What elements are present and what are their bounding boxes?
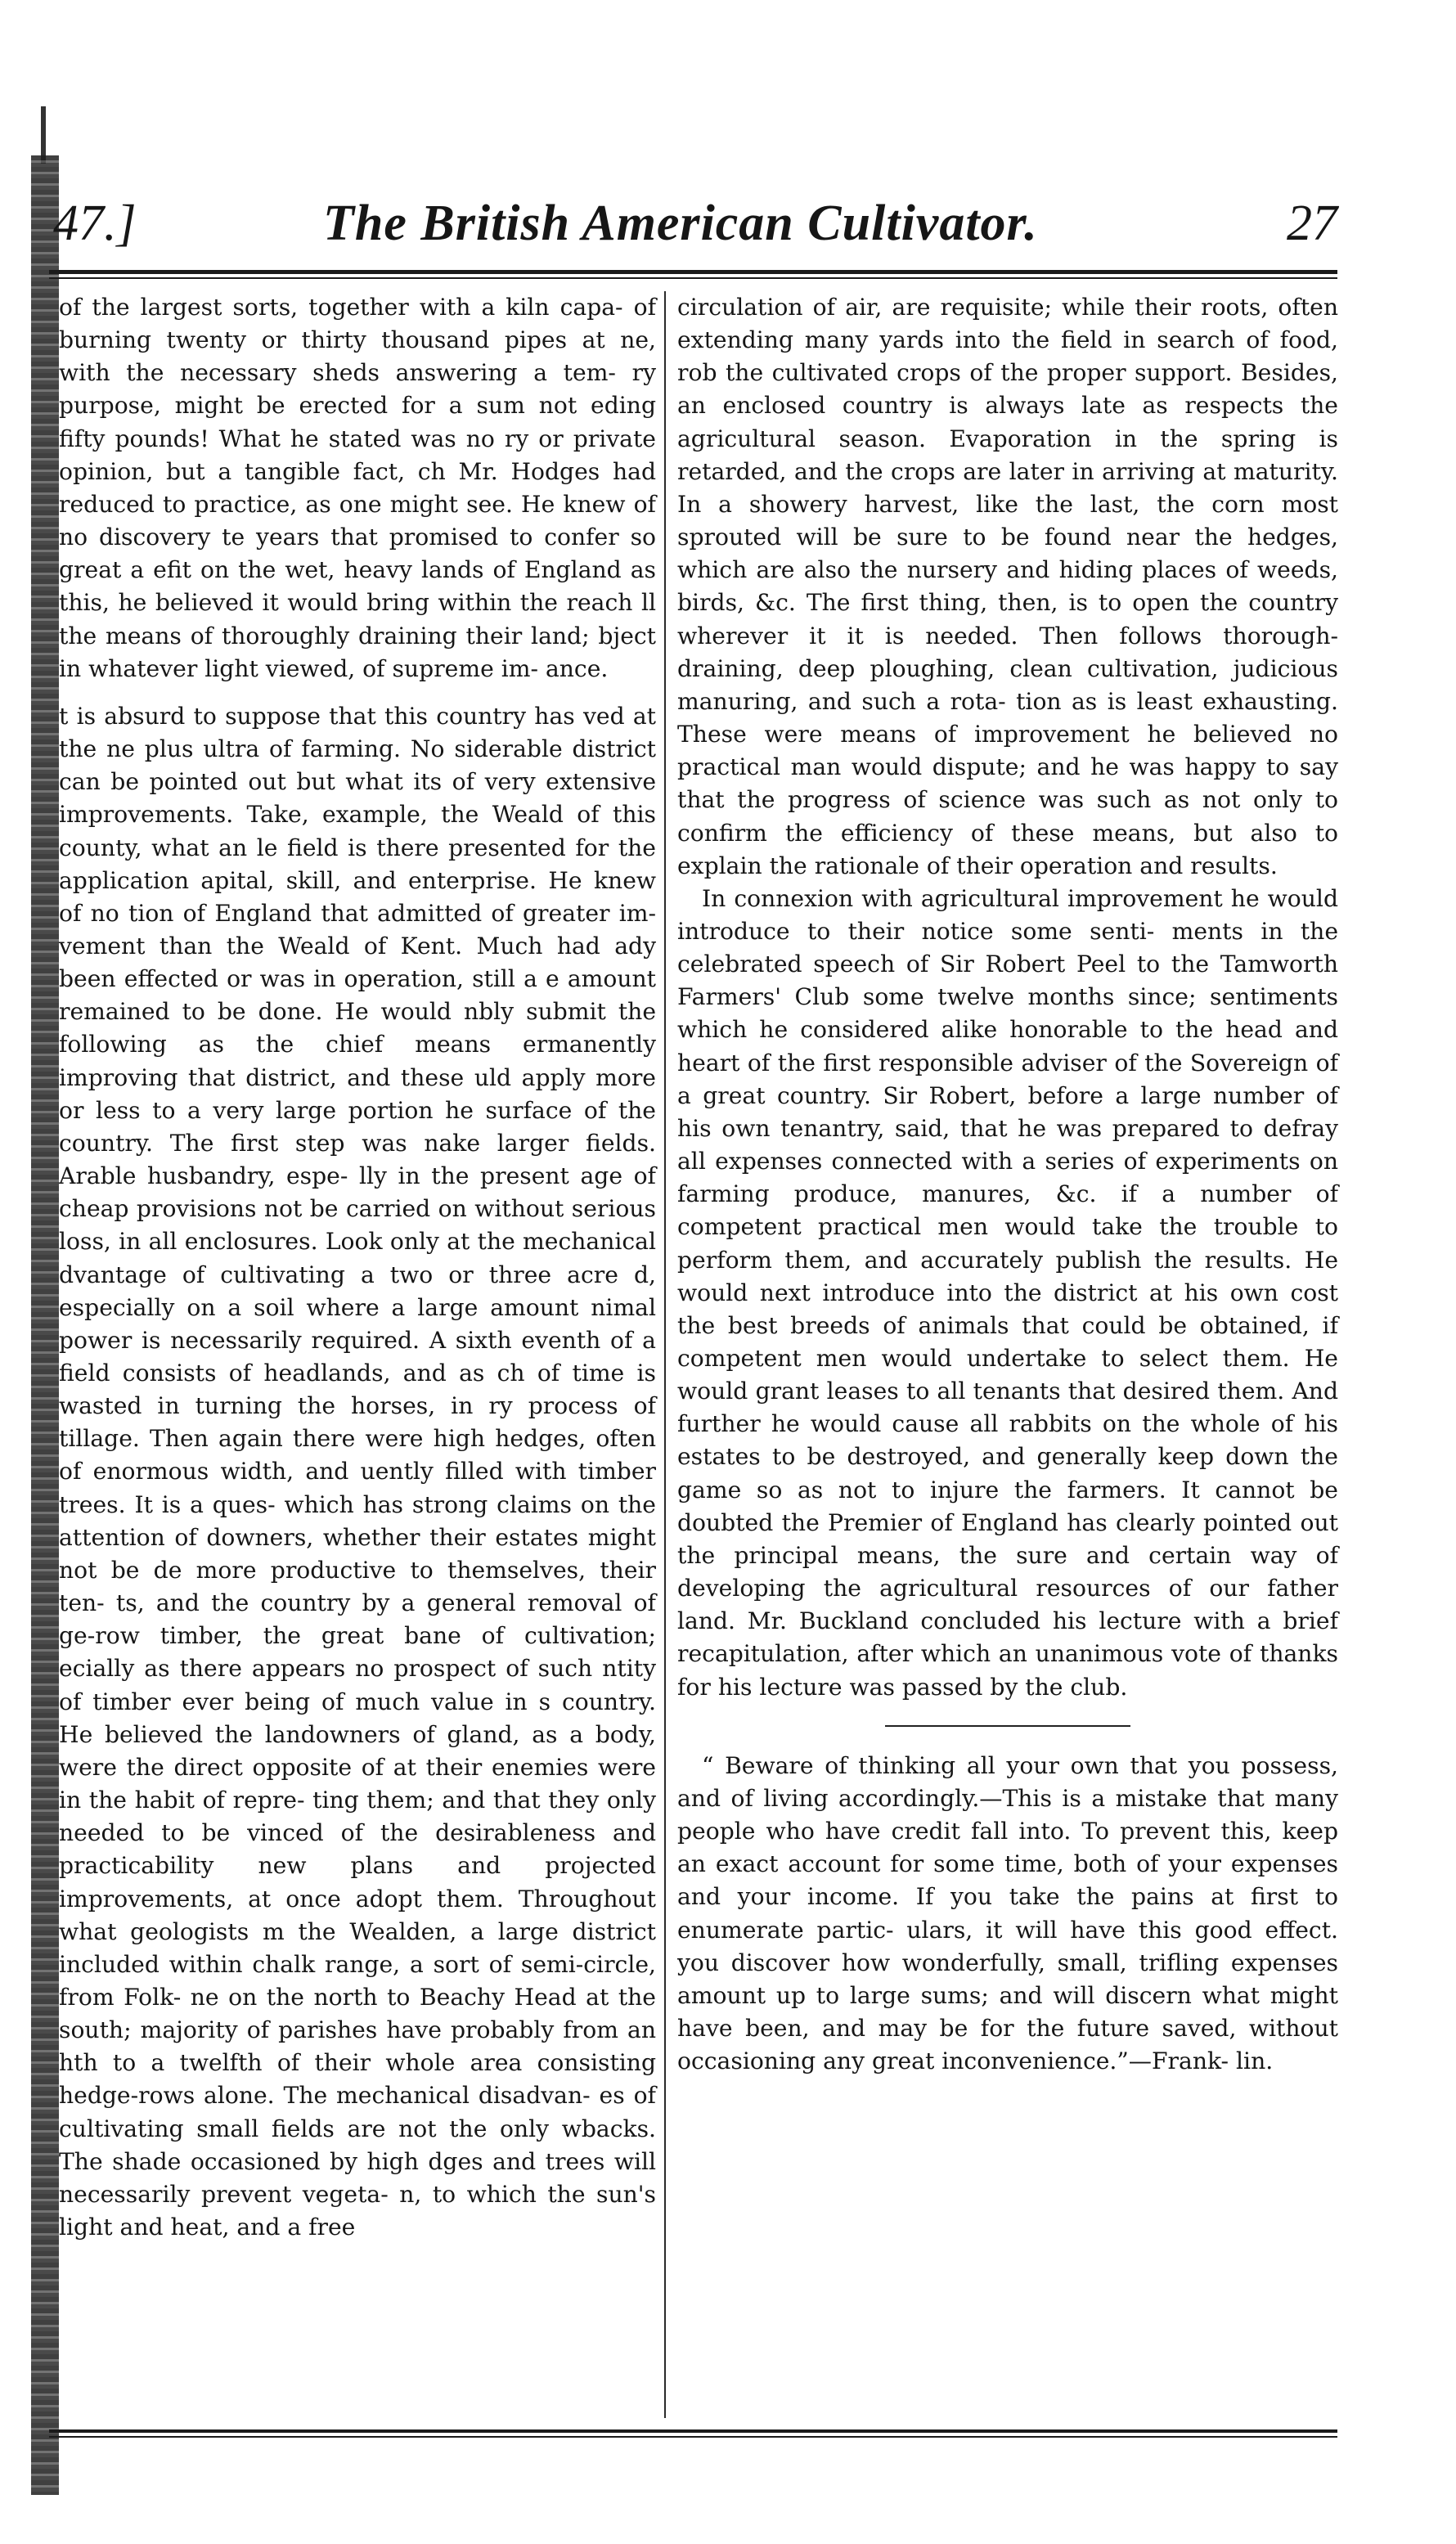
issue-number: 47.]: [53, 196, 137, 251]
footer-rule-thin: [49, 2436, 1337, 2438]
column-divider: [664, 291, 666, 2418]
franklin-quote: “ Beware of thinking all your own that you possess, and of living accordingly.—This is a mistake that many people who have credit fall into. To prevent this, keep an exact account for some time, both of your expenses and your income. If you take the pains at first to enumerate partic- ulars, it will have this good effect. you discover how wonderfully, small, trifling expenses amount up to large sums; and will discern what might have been, and may be for the future saved, without occasioning any great inconvenience.”—Frank- lin.: [677, 1751, 1338, 2075]
right-column: [677, 291, 1338, 2078]
left-paragraph-2: t is absurd to suppose that this country has ved at the ne plus ultra of farming. No siderable district can be pointed out but what its of very extensive improvements. Take, example, the Weald of this county, what an le field is there presented for the application apital, skill, and enterprise. He knew of no tion of England that admitted of greater im- vement than the Weald of Kent. Much had ady been effected or was in operation, still a e amount remained to be done. He would nbly submit the following as the chief means ermanently improving that district, and these uld apply more or less to a very large portion he surface of the country. The first step was nake larger fields. Arable husbandry, espe- lly in the present age of cheap provisions not be carried on without serious loss, in all enclosures. Look only at the mechanical dvantage of cultivating a two or three acre d, especially on a soil where a large amount nimal power is necessarily required. A sixth eventh of a field consists of headlands, and as ch of time is wasted in turning the horses, in ry process of tillage. Then again there were high hedges, often of enormous width, and uently filled with timber trees. It is a ques- which has strong claims on the attention of downers, whether their estates might not be de more productive to themselves, their ten- ts, and the country by a general removal of ge-row timber, the great bane of cultivation; ecially as there appears no prospect of such ntity of timber ever being of much value in s country. He believed the landowners of gland, as a body, were the direct opposite of at their enemies were in the habit of repre- ting them; and that they only needed to be vinced of the desirableness and practicability new plans and projected improvements, at once adopt them. Throughout what geologists m the Wealden, a large district included within chalk range, a sort of semi-circle, from Folk- ne on the north to Beachy Head at the south; majority of parishes have probably from an hth to a twelfth of their whole area consisting hedge-rows alone. The mechanical disadvan- es of cultivating small fields are not the only wbacks. The shade occasioned by high dges and trees will necessarily prevent vegeta- n, to which the sun's light and heat, and a free: [59, 702, 656, 2241]
page-header: [45, 195, 1337, 268]
publication-title: The British American Cultivator.: [323, 196, 1038, 251]
header-rule: [49, 270, 1337, 274]
right-paragraph-1: circulation of air, are requisite; while their roots, often extending many yards into the field in search of food, rob the cultivated crops of the proper support. Besides, an enclosed country is always late as respects the agricultural season. Evaporation in the spring is retarded, and the crops are later in arriving at maturity. In a showery harvest, like the last, the corn most sprouted will be sure to be found near the hedges, which are also the nursery and hiding places of weeds, birds, &c. The first thing, then, is to open the country wherever it it is needed. Then follows thorough-draining, deep ploughing, clean cultivation, judicious manuring, and such a rota- tion as is least exhausting. These were means of improvement he believed no practical man would dispute; and he was happy to say that the progress of science was such as not only to confirm the efficiency of these means, but also to explain the rationale of their operation and results.: [677, 294, 1338, 879]
page-number: 27: [1287, 196, 1337, 251]
header-rule-thin: [49, 277, 1337, 279]
footer-rule: [49, 2429, 1337, 2433]
left-column: [59, 291, 656, 2244]
right-paragraph-2: In connexion with agricultural improvement he would introduce to their notice some senti- ments in the celebrated speech of Sir Robert Peel to the Tamworth Farmers' Club some twelve months since; sentiments which he considered alike honorable to the head and heart of the first responsible adviser of the Sovereign of a great country. Sir Robert, before a large number of his own tenantry, said, that he was prepared to defray all expenses connected with a series of experiments on farming produce, manures, &c. if a number of competent practical men would take the trouble to perform them, and accurately publish the results. He would next introduce into the district at his own cost the best breeds of animals that could be obtained, if competent men would undertake to select them. He would grant leases to all tenants that desired them. And further he would cause all rabbits on the whole of his estates to be destroyed, and generally keep down the game so as not to injure the farmers. It cannot be doubted the Premier of England has clearly pointed out the principal means, the sure and certain way of developing the agricultural resources of our father land. Mr. Buckland concluded his lecture with a brief recapitulation, after which an unanimous vote of thanks for his lecture was passed by the club.: [677, 884, 1338, 1701]
left-paragraph-1: of the largest sorts, together with a kiln capa- of burning twenty or thirty thousand pipes at ne, with the necessary sheds answering a tem- ry purpose, might be erected for a sum not eding fifty pounds! What he stated was no ry or private opinion, but a tangible fact, ch Mr. Hodges had reduced to practice, as one might see. He knew of no discovery te years that promised to confer so great a efit on the wet, heavy lands of England as this, he believed it would bring within the reach ll the means of thoroughly draining their land; bject in whatever light viewed, of supreme im- ance.: [59, 294, 656, 682]
binding-spine: [31, 155, 59, 2495]
section-separator: [885, 1725, 1130, 1727]
